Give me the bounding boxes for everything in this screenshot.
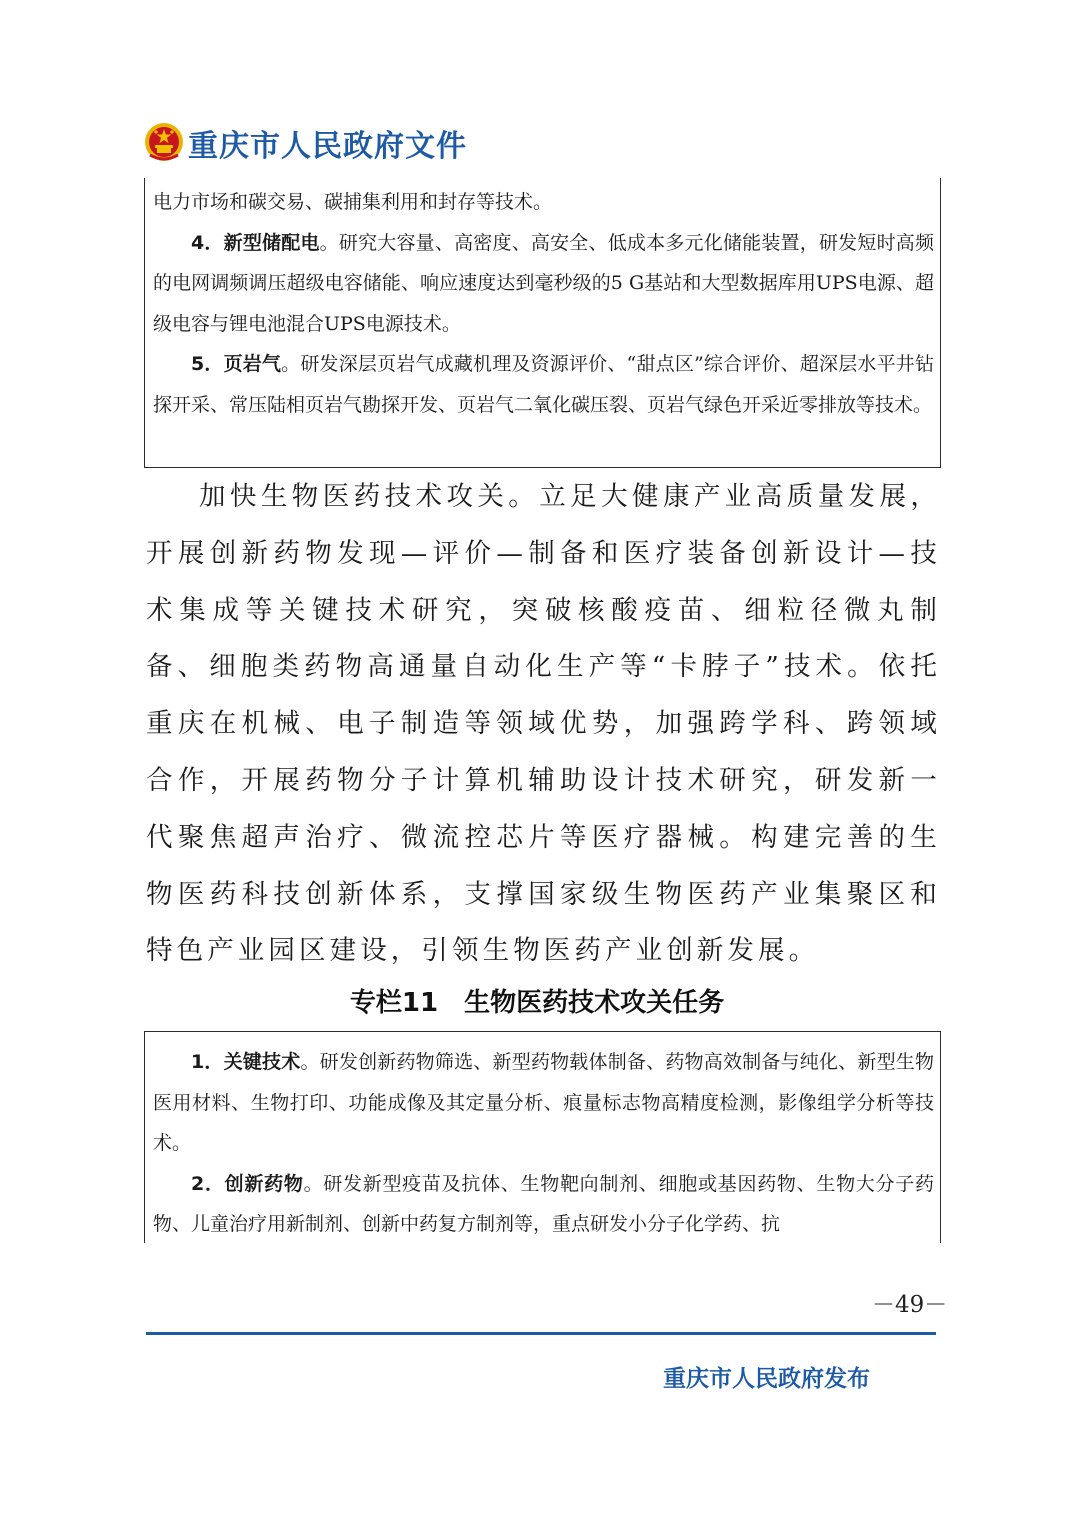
item-text: 。研发深层页岩气成藏机理及资源评价、“甜点区”综合评价、超深层水平井钻探开采、常压陆相页岩气勘探开发、页岩气二氧化碳压裂、页岩气绿色开采近零排放等技术。 — [153, 353, 934, 416]
biomedicine-tasks-box — [144, 1031, 941, 1243]
box-item-innovative-drugs — [153, 1164, 934, 1245]
item-text: 。研发新型疫苗及抗体、生物靶向制剂、细胞或基因药物、生物大分子药物、儿童治疗用新制剂、创新中药复方制剂等，重点研发小分子化学药、抗 — [153, 1172, 934, 1235]
item-label: 1．关键技术 — [191, 1051, 301, 1073]
document-header — [144, 118, 467, 168]
box-item-key-tech — [153, 1042, 934, 1164]
item-text: 。研究大容量、高密度、高安全、低成本多元化储能装置，研发短时高频的电网调频调压超级电容储能、响应速度达到毫秒级的5 G基站和大型数据库用UPS电源、超级电容与锂电池混合UPS电源技术。 — [153, 231, 934, 335]
energy-tech-box — [144, 178, 941, 468]
footer-publisher: 重庆市人民政府发布 — [663, 1366, 870, 1392]
national-emblem-icon — [144, 121, 184, 165]
section-title: 专栏11 生物医药技术攻关任务 — [349, 988, 725, 1018]
body-paragraph: 加快生物医药技术攻关。立足大健康产业高质量发展，开展创新药物发现—评价—制备和医疗装备创新设计—技术集成等关键技术研究，突破核酸疫苗、细粒径微丸制备、细胞类药物高通量自动化生产等“卡脖子”技术。依托重庆在机械、电子制造等领域优势，加强跨学科、跨领域合作，开展药物分子计算机辅助设计技术研究，研发新一代聚焦超声治疗、微流控芯片等医疗器械。构建完善的生物医药科技创新体系，支撑国家级生物医药产业集聚区和特色产业园区建设，引领生物医药产业创新发展。 — [146, 481, 941, 967]
item-label: 5．页岩气 — [191, 353, 282, 375]
page-number: －49－ — [872, 1292, 948, 1318]
box-continuation-line: 电力市场和碳交易、碳捕集利用和封存等技术。 — [153, 191, 553, 213]
box-item-shale-gas — [153, 344, 934, 425]
item-label: 2．创新药物 — [191, 1172, 304, 1195]
item-text: 。研发创新药物筛选、新型药物载体制备、药物高效制备与纯化、新型生物医用材料、生物打印、功能成像及其定量分析、痕量标志物高精度检测，影像组学分析等技术。 — [153, 1051, 934, 1154]
header-title: 重庆市人民政府文件 — [188, 129, 467, 164]
box-item-energy-storage — [153, 223, 934, 345]
footer-divider — [146, 1332, 936, 1335]
item-label: 4．新型储配电 — [191, 231, 320, 254]
